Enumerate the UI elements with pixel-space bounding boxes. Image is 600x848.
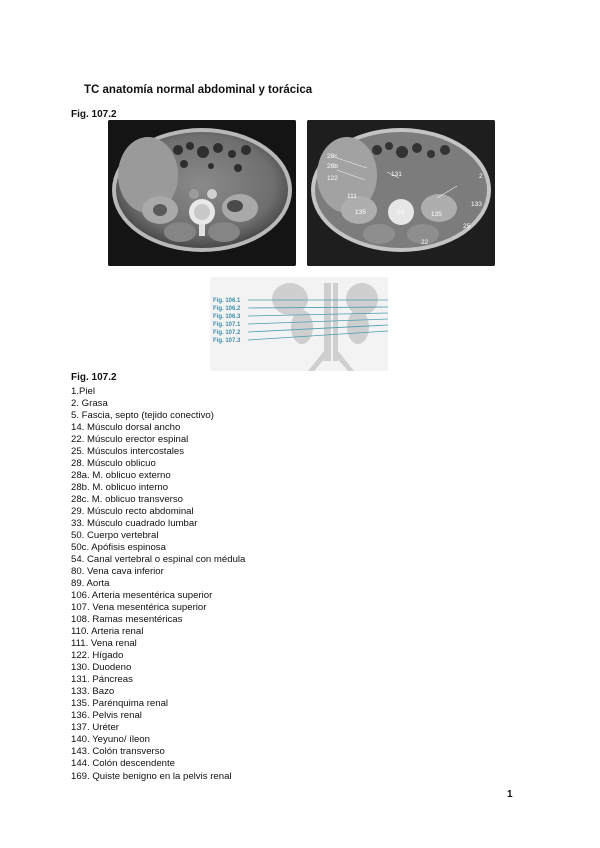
diagram-label: Fig. 106.3 (213, 314, 241, 320)
legend-item: 5. Fascia, septo (tejido conectivo) (71, 410, 214, 422)
ct-label: 131 (391, 171, 402, 178)
ct-scan-labeled-image (307, 120, 495, 266)
legend-item: 28. Músculo oblicuo (71, 458, 156, 470)
ct-label: 28b (327, 163, 338, 170)
legend-item: 28a. M. oblicuo externo (71, 470, 171, 482)
legend-item: 14. Músculo dorsal ancho (71, 422, 181, 434)
figure-label: Fig. 107.2 (71, 109, 117, 120)
ct-label: 50 (397, 209, 405, 216)
diagram-label: Fig. 106.1 (213, 298, 241, 304)
legend-item: 2. Grasa (71, 398, 108, 410)
diagram-label: Fig. 107.3 (213, 338, 241, 344)
legend-item: 107. Vena mesentérica superior (71, 602, 207, 614)
legend-item: 54. Canal vertebral o espinal con médula (71, 554, 246, 566)
ct-label: 111 (347, 193, 357, 200)
ct-scan-image (108, 120, 296, 266)
diagram-label: Fig. 106.2 (213, 306, 241, 312)
legend-item: 131. Páncreas (71, 674, 133, 686)
legend-item: 89. Aorta (71, 578, 110, 590)
page-number: 1 (507, 789, 513, 800)
legend-item: 137. Uréter (71, 722, 119, 734)
legend-list (71, 386, 245, 783)
legend-item: 133. Bazo (71, 686, 115, 698)
document-title: TC anatomía normal abdominal y torácica (84, 84, 313, 96)
legend-heading: Fig. 107.2 (71, 372, 117, 383)
legend-item: 22. Músculo erector espinal (71, 434, 189, 446)
legend-item: 50c. Apófisis espinosa (71, 542, 166, 554)
ct-label: 25 (463, 223, 471, 230)
reference-diagram (210, 277, 388, 371)
legend-item: 29. Músculo recto abdominal (71, 506, 194, 518)
diagram-label: Fig. 107.2 (213, 330, 241, 336)
legend-item: 106. Arteria mesentérica superior (71, 590, 213, 602)
legend-item: 130. Duodeno (71, 662, 132, 674)
ct-label: 2 (479, 173, 483, 180)
legend-item: 136. Pelvis renal (71, 710, 142, 722)
legend-item: 169. Quiste benigno en la pelvis renal (71, 770, 232, 782)
ct-label: 122 (327, 175, 338, 182)
legend-item: 135. Parénquima renal (71, 698, 169, 710)
legend-item: 144. Colón descendente (71, 758, 176, 770)
ct-label: 135 (431, 211, 442, 218)
legend-item: 80. Vena cava inferior (71, 566, 164, 578)
ct-label: 28c (327, 153, 338, 160)
legend-item: 108. Ramas mesentéricas (71, 614, 183, 626)
legend-item: 28b. M. oblicuo interno (71, 482, 169, 494)
legend-item: 25. Músculos intercostales (71, 446, 185, 458)
legend-item: 33. Músculo cuadrado lumbar (71, 518, 198, 530)
diagram-label: Fig. 107.1 (213, 322, 241, 328)
legend-item: 140. Yeyuno/ íleon (71, 734, 150, 746)
legend-item: 111. Vena renal (71, 638, 137, 650)
legend-item: 110. Arteria renal (71, 626, 144, 638)
ct-label: 133 (471, 201, 482, 208)
legend-item: 50. Cuerpo vertebral (71, 530, 159, 542)
legend-item: 143. Colón transverso (71, 746, 165, 758)
ct-label: 135 (355, 209, 366, 216)
ct-label: 22 (421, 239, 429, 246)
legend-item: 1.Piel (71, 386, 95, 397)
legend-item: 122. Hígado (71, 650, 124, 662)
legend-item: 28c. M. oblicuo transverso (71, 494, 183, 506)
